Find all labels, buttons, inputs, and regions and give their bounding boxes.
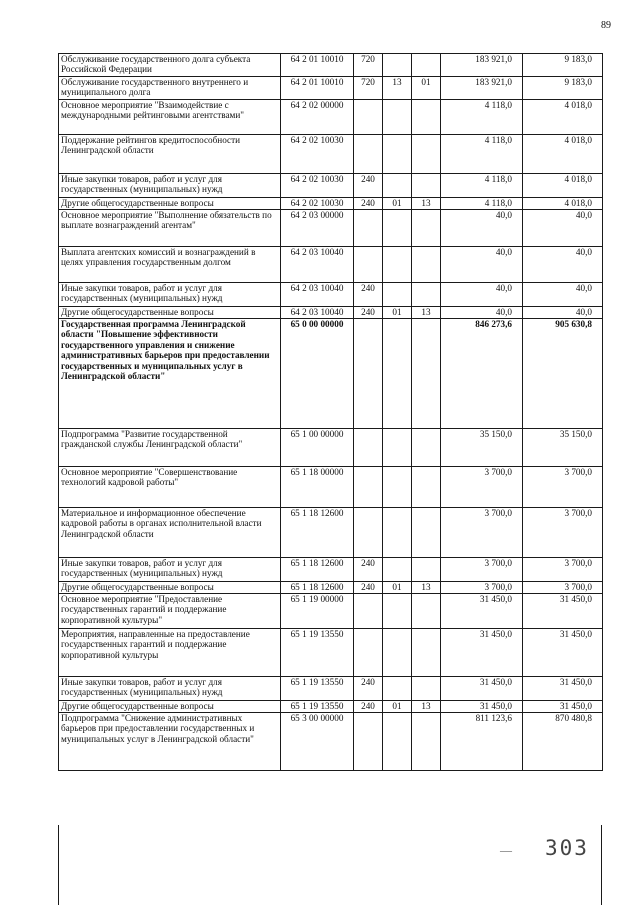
stamp-number: 303 bbox=[545, 836, 589, 860]
row-amount-1-cell: 183 921,0 bbox=[441, 54, 523, 77]
row-amount-2-cell: 35 150,0 bbox=[523, 429, 603, 467]
row-amount-1-cell: 40,0 bbox=[441, 307, 523, 319]
row-amount-2-cell: 31 450,0 bbox=[523, 629, 603, 677]
row-code-cell: 64 2 01 10010 bbox=[281, 77, 354, 100]
row-section-cell bbox=[383, 508, 412, 558]
row-section-cell: 01 bbox=[383, 582, 412, 594]
row-amount-1-cell: 31 450,0 bbox=[441, 629, 523, 677]
table-continuation-left-border bbox=[58, 825, 59, 905]
row-subsection-cell bbox=[412, 594, 441, 629]
row-expense-type-cell: 240 bbox=[354, 283, 383, 307]
row-name-cell: Основное мероприятие "Совершенствование технологий кадровой работы" bbox=[59, 467, 281, 508]
row-amount-1-cell: 3 700,0 bbox=[441, 558, 523, 582]
row-section-cell bbox=[383, 210, 412, 247]
row-section-cell: 01 bbox=[383, 701, 412, 713]
row-subsection-cell bbox=[412, 247, 441, 283]
row-section-cell bbox=[383, 283, 412, 307]
row-code-cell: 65 1 18 12600 bbox=[281, 508, 354, 558]
row-amount-1-cell: 4 118,0 bbox=[441, 174, 523, 198]
table-row bbox=[59, 100, 603, 135]
row-expense-type-cell: 720 bbox=[354, 77, 383, 100]
row-expense-type-cell bbox=[354, 135, 383, 174]
table-row bbox=[59, 54, 603, 77]
row-code-cell: 64 2 03 10040 bbox=[281, 247, 354, 283]
table-row bbox=[59, 174, 603, 198]
row-code-cell: 65 1 18 00000 bbox=[281, 467, 354, 508]
row-section-cell bbox=[383, 713, 412, 771]
row-expense-type-cell bbox=[354, 319, 383, 429]
row-code-cell: 65 1 19 13550 bbox=[281, 629, 354, 677]
row-code-cell: 65 1 00 00000 bbox=[281, 429, 354, 467]
row-name-cell: Основное мероприятие "Выполнение обязательств по выплате вознаграждений агентам" bbox=[59, 210, 281, 247]
row-name-cell: Другие общегосударственные вопросы bbox=[59, 582, 281, 594]
row-name-cell: Другие общегосударственные вопросы bbox=[59, 701, 281, 713]
row-expense-type-cell bbox=[354, 429, 383, 467]
row-amount-2-cell: 40,0 bbox=[523, 307, 603, 319]
row-amount-2-cell: 4 018,0 bbox=[523, 174, 603, 198]
row-section-cell bbox=[383, 594, 412, 629]
table-row bbox=[59, 508, 603, 558]
row-section-cell: 13 bbox=[383, 77, 412, 100]
row-subsection-cell bbox=[412, 283, 441, 307]
row-amount-1-cell: 40,0 bbox=[441, 283, 523, 307]
row-amount-2-cell: 3 700,0 bbox=[523, 558, 603, 582]
row-amount-2-cell: 31 450,0 bbox=[523, 701, 603, 713]
row-section-cell bbox=[383, 629, 412, 677]
table-row bbox=[59, 594, 603, 629]
row-section-cell bbox=[383, 467, 412, 508]
row-expense-type-cell: 720 bbox=[354, 54, 383, 77]
row-code-cell: 64 2 03 10040 bbox=[281, 283, 354, 307]
row-amount-2-cell: 4 018,0 bbox=[523, 135, 603, 174]
table-row bbox=[59, 283, 603, 307]
row-expense-type-cell bbox=[354, 210, 383, 247]
budget-table bbox=[58, 53, 603, 771]
row-subsection-cell bbox=[412, 713, 441, 771]
row-section-cell bbox=[383, 677, 412, 701]
footer-dash: — bbox=[500, 843, 512, 857]
row-code-cell: 65 1 19 13550 bbox=[281, 677, 354, 701]
table-row bbox=[59, 677, 603, 701]
table-row bbox=[59, 558, 603, 582]
row-subsection-cell bbox=[412, 54, 441, 77]
row-amount-2-cell: 870 480,8 bbox=[523, 713, 603, 771]
row-amount-2-cell: 40,0 bbox=[523, 247, 603, 283]
row-amount-1-cell: 31 450,0 bbox=[441, 701, 523, 713]
row-name-cell: Основное мероприятие "Предоставление государственных гарантий и поддержание корпоративной культуры" bbox=[59, 594, 281, 629]
table-row bbox=[59, 247, 603, 283]
row-subsection-cell bbox=[412, 467, 441, 508]
row-name-cell: Поддержание рейтингов кредитоспособности Ленинградской области bbox=[59, 135, 281, 174]
row-code-cell: 65 3 00 00000 bbox=[281, 713, 354, 771]
row-name-cell: Иные закупки товаров, работ и услуг для государственных (муниципальных) нужд bbox=[59, 558, 281, 582]
row-amount-1-cell: 3 700,0 bbox=[441, 467, 523, 508]
row-code-cell: 64 2 03 10040 bbox=[281, 307, 354, 319]
row-amount-2-cell: 9 183,0 bbox=[523, 54, 603, 77]
row-amount-1-cell: 4 118,0 bbox=[441, 198, 523, 210]
row-amount-1-cell: 3 700,0 bbox=[441, 508, 523, 558]
row-amount-2-cell: 31 450,0 bbox=[523, 677, 603, 701]
table-row bbox=[59, 135, 603, 174]
row-amount-2-cell: 3 700,0 bbox=[523, 508, 603, 558]
row-name-cell: Иные закупки товаров, работ и услуг для государственных (муниципальных) нужд bbox=[59, 283, 281, 307]
row-name-cell: Обслуживание государственного долга субъекта Российской Федерации bbox=[59, 54, 281, 77]
row-subsection-cell bbox=[412, 508, 441, 558]
table-row bbox=[59, 319, 603, 429]
row-expense-type-cell bbox=[354, 467, 383, 508]
row-section-cell bbox=[383, 100, 412, 135]
table-continuation-right-border bbox=[601, 825, 602, 905]
row-expense-type-cell: 240 bbox=[354, 174, 383, 198]
row-amount-2-cell: 4 018,0 bbox=[523, 100, 603, 135]
row-subsection-cell bbox=[412, 558, 441, 582]
row-expense-type-cell: 240 bbox=[354, 558, 383, 582]
row-section-cell bbox=[383, 429, 412, 467]
row-name-cell: Подпрограмма "Развитие государственной гражданской службы Ленинградской области" bbox=[59, 429, 281, 467]
row-expense-type-cell: 240 bbox=[354, 701, 383, 713]
row-subsection-cell bbox=[412, 677, 441, 701]
row-amount-1-cell: 31 450,0 bbox=[441, 594, 523, 629]
row-name-cell: Государственная программа Ленинградской области "Повышение эффективности государственного управления и снижение административных барьеров при предоставлении государственных и муниципальных услуг в Ленинградской области" bbox=[59, 319, 281, 429]
row-name-cell: Выплата агентских комиссий и вознаграждений в целях управления государственным долгом bbox=[59, 247, 281, 283]
row-amount-2-cell: 31 450,0 bbox=[523, 594, 603, 629]
row-code-cell: 65 1 18 12600 bbox=[281, 558, 354, 582]
table-row bbox=[59, 629, 603, 677]
row-name-cell: Материальное и информационное обеспечение кадровой работы в органах исполнительной власти Ленинградской области bbox=[59, 508, 281, 558]
table-row bbox=[59, 429, 603, 467]
row-code-cell: 65 0 00 00000 bbox=[281, 319, 354, 429]
row-subsection-cell: 01 bbox=[412, 77, 441, 100]
row-expense-type-cell: 240 bbox=[354, 307, 383, 319]
row-expense-type-cell bbox=[354, 508, 383, 558]
row-name-cell: Другие общегосударственные вопросы bbox=[59, 198, 281, 210]
row-section-cell bbox=[383, 54, 412, 77]
table-row bbox=[59, 77, 603, 100]
row-expense-type-cell bbox=[354, 100, 383, 135]
row-code-cell: 65 1 19 13550 bbox=[281, 701, 354, 713]
row-amount-2-cell: 4 018,0 bbox=[523, 198, 603, 210]
table-row bbox=[59, 467, 603, 508]
row-subsection-cell: 13 bbox=[412, 582, 441, 594]
row-amount-1-cell: 31 450,0 bbox=[441, 677, 523, 701]
row-name-cell: Мероприятия, направленные на предоставление государственных гарантий и поддержание корпоративной культуры bbox=[59, 629, 281, 677]
row-amount-1-cell: 846 273,6 bbox=[441, 319, 523, 429]
row-section-cell: 01 bbox=[383, 307, 412, 319]
table-row bbox=[59, 307, 603, 319]
row-subsection-cell bbox=[412, 629, 441, 677]
row-code-cell: 64 2 02 00000 bbox=[281, 100, 354, 135]
row-subsection-cell bbox=[412, 210, 441, 247]
row-amount-1-cell: 4 118,0 bbox=[441, 100, 523, 135]
row-amount-2-cell: 9 183,0 bbox=[523, 77, 603, 100]
row-expense-type-cell bbox=[354, 594, 383, 629]
row-amount-1-cell: 40,0 bbox=[441, 247, 523, 283]
table-row bbox=[59, 198, 603, 210]
row-code-cell: 64 2 03 00000 bbox=[281, 210, 354, 247]
row-amount-2-cell: 3 700,0 bbox=[523, 467, 603, 508]
row-code-cell: 64 2 02 10030 bbox=[281, 174, 354, 198]
row-name-cell: Основное мероприятие "Взаимодействие с международными рейтинговыми агентствами" bbox=[59, 100, 281, 135]
table-row bbox=[59, 582, 603, 594]
table-row bbox=[59, 713, 603, 771]
row-amount-2-cell: 40,0 bbox=[523, 283, 603, 307]
row-name-cell: Иные закупки товаров, работ и услуг для государственных (муниципальных) нужд bbox=[59, 677, 281, 701]
row-subsection-cell bbox=[412, 319, 441, 429]
table-row bbox=[59, 701, 603, 713]
row-amount-2-cell: 40,0 bbox=[523, 210, 603, 247]
row-name-cell: Иные закупки товаров, работ и услуг для государственных (муниципальных) нужд bbox=[59, 174, 281, 198]
row-amount-1-cell: 811 123,6 bbox=[441, 713, 523, 771]
row-amount-1-cell: 3 700,0 bbox=[441, 582, 523, 594]
row-section-cell: 01 bbox=[383, 198, 412, 210]
row-subsection-cell bbox=[412, 100, 441, 135]
row-code-cell: 65 1 19 00000 bbox=[281, 594, 354, 629]
row-section-cell bbox=[383, 319, 412, 429]
row-expense-type-cell: 240 bbox=[354, 582, 383, 594]
row-subsection-cell bbox=[412, 135, 441, 174]
row-amount-1-cell: 40,0 bbox=[441, 210, 523, 247]
row-code-cell: 64 2 02 10030 bbox=[281, 135, 354, 174]
row-section-cell bbox=[383, 174, 412, 198]
row-section-cell bbox=[383, 135, 412, 174]
row-code-cell: 65 1 18 12600 bbox=[281, 582, 354, 594]
row-code-cell: 64 2 02 10030 bbox=[281, 198, 354, 210]
row-amount-1-cell: 4 118,0 bbox=[441, 135, 523, 174]
row-name-cell: Подпрограмма "Снижение административных барьеров при предоставлении государственных и муниципальных услуг в Ленинградской области" bbox=[59, 713, 281, 771]
row-subsection-cell bbox=[412, 174, 441, 198]
row-expense-type-cell: 240 bbox=[354, 198, 383, 210]
row-amount-2-cell: 905 630,8 bbox=[523, 319, 603, 429]
row-amount-1-cell: 35 150,0 bbox=[441, 429, 523, 467]
table-row bbox=[59, 210, 603, 247]
row-name-cell: Другие общегосударственные вопросы bbox=[59, 307, 281, 319]
row-expense-type-cell bbox=[354, 713, 383, 771]
row-subsection-cell: 13 bbox=[412, 307, 441, 319]
row-subsection-cell: 13 bbox=[412, 701, 441, 713]
row-section-cell bbox=[383, 247, 412, 283]
row-amount-1-cell: 183 921,0 bbox=[441, 77, 523, 100]
row-code-cell: 64 2 01 10010 bbox=[281, 54, 354, 77]
row-subsection-cell: 13 bbox=[412, 198, 441, 210]
row-expense-type-cell bbox=[354, 629, 383, 677]
page-number: 89 bbox=[601, 20, 611, 31]
row-name-cell: Обслуживание государственного внутреннего и муниципального долга bbox=[59, 77, 281, 100]
row-subsection-cell bbox=[412, 429, 441, 467]
row-amount-2-cell: 3 700,0 bbox=[523, 582, 603, 594]
row-expense-type-cell bbox=[354, 247, 383, 283]
row-expense-type-cell: 240 bbox=[354, 677, 383, 701]
row-section-cell bbox=[383, 558, 412, 582]
